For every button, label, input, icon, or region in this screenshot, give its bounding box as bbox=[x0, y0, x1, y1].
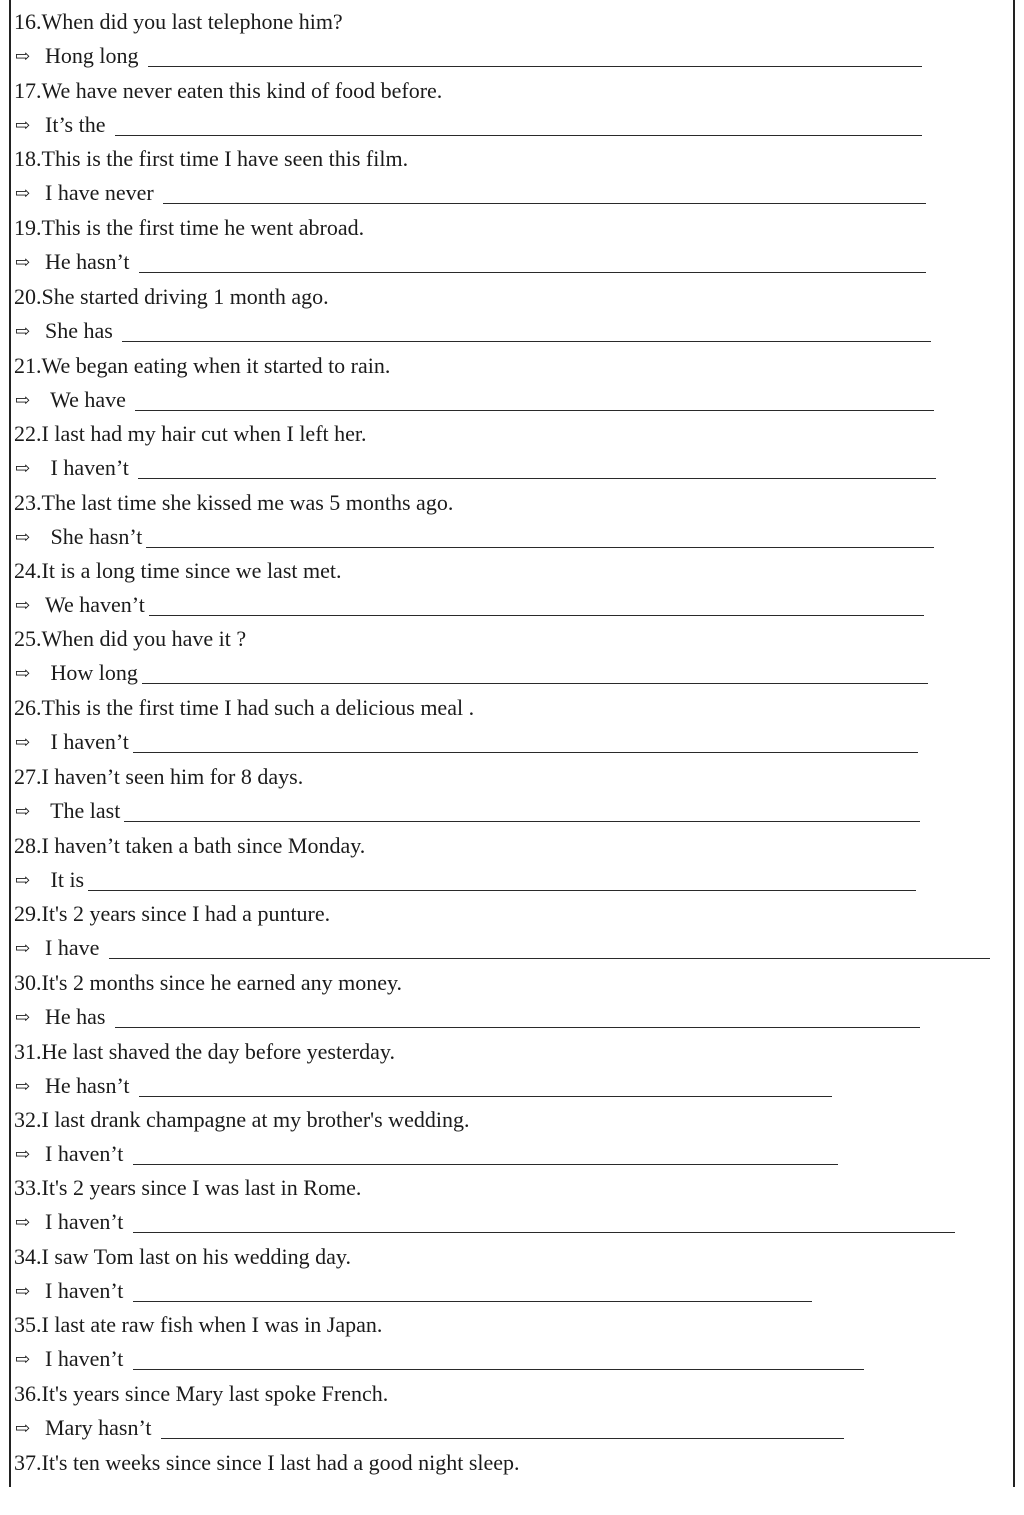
answer-prompt: He hasn’t bbox=[45, 1073, 136, 1098]
exercise-item bbox=[11, 74, 1013, 143]
exercise-item bbox=[11, 760, 1013, 829]
answer-line bbox=[15, 520, 1013, 554]
exercise-item bbox=[11, 211, 1013, 280]
exercise-item bbox=[11, 554, 1013, 623]
exercise-number: 28. bbox=[14, 833, 42, 858]
answer-prompt: I haven’t bbox=[45, 455, 135, 480]
answer-blank[interactable] bbox=[122, 341, 931, 342]
exercise-question bbox=[11, 1377, 388, 1411]
answer-blank[interactable] bbox=[88, 890, 916, 891]
answer-prompt: We haven’t bbox=[45, 592, 145, 617]
exercise-sentence: This is the first time he went abroad. bbox=[41, 215, 365, 240]
exercise-number: 35. bbox=[14, 1312, 42, 1337]
exercise-sentence: When did you have it ? bbox=[41, 626, 247, 651]
arrow-icon: ⇨ bbox=[15, 1076, 31, 1096]
arrow-icon: ⇨ bbox=[15, 46, 31, 66]
exercise-question bbox=[11, 554, 342, 588]
exercise-item bbox=[11, 622, 1013, 691]
answer-blank[interactable] bbox=[142, 683, 928, 684]
exercise-item bbox=[11, 1377, 1013, 1446]
exercise-question bbox=[11, 142, 408, 176]
exercise-number: 23. bbox=[14, 490, 42, 515]
exercise-number: 31. bbox=[14, 1039, 42, 1064]
answer-line bbox=[15, 314, 1013, 348]
exercise-question bbox=[11, 1446, 520, 1480]
answer-line bbox=[15, 1000, 1013, 1034]
exercise-sentence: It's 2 years since I had a punture. bbox=[41, 901, 331, 926]
answer-prompt: I haven’t bbox=[45, 729, 129, 754]
exercise-question bbox=[11, 829, 365, 863]
answer-blank[interactable] bbox=[139, 272, 926, 273]
exercise-item bbox=[11, 1240, 1013, 1309]
answer-blank[interactable] bbox=[133, 1164, 838, 1165]
exercise-sentence: I haven’t taken a bath since Monday. bbox=[41, 833, 366, 858]
answer-line bbox=[15, 176, 1013, 210]
exercise-item bbox=[11, 486, 1013, 555]
exercise-item bbox=[11, 1308, 1013, 1377]
exercise-sentence: She started driving 1 month ago. bbox=[41, 284, 329, 309]
exercise-sentence: I last had my hair cut when I left her. bbox=[41, 421, 367, 446]
answer-blank[interactable] bbox=[161, 1438, 844, 1439]
arrow-icon: ⇨ bbox=[15, 1349, 31, 1369]
arrow-icon: ⇨ bbox=[15, 595, 31, 615]
answer-prompt: We have bbox=[45, 387, 132, 412]
answer-line bbox=[15, 794, 1013, 828]
exercise-item bbox=[11, 966, 1013, 1035]
exercise-number: 32. bbox=[14, 1107, 42, 1132]
answer-blank[interactable] bbox=[109, 958, 990, 959]
exercise-item bbox=[11, 829, 1013, 898]
exercise-question bbox=[11, 1035, 395, 1069]
answer-prompt: I haven’t bbox=[45, 1209, 129, 1234]
answer-line bbox=[15, 1342, 1013, 1376]
answer-line bbox=[15, 245, 1013, 279]
exercise-item bbox=[11, 691, 1013, 760]
arrow-icon: ⇨ bbox=[15, 938, 31, 958]
exercise-number: 18. bbox=[14, 146, 42, 171]
exercise-question bbox=[11, 417, 367, 451]
exercise-question bbox=[11, 622, 246, 656]
exercise-sentence: It's years since Mary last spoke French. bbox=[41, 1381, 389, 1406]
answer-blank[interactable] bbox=[138, 478, 936, 479]
arrow-icon: ⇨ bbox=[15, 183, 31, 203]
answer-prompt: I haven’t bbox=[45, 1346, 129, 1371]
exercise-number: 26. bbox=[14, 695, 42, 720]
exercise-number: 30. bbox=[14, 970, 42, 995]
answer-prompt: Hong long bbox=[45, 43, 144, 68]
arrow-icon: ⇨ bbox=[15, 801, 31, 821]
exercise-question bbox=[11, 897, 330, 931]
exercise-item bbox=[11, 280, 1013, 349]
exercise-number: 37. bbox=[14, 1450, 42, 1475]
exercise-question bbox=[11, 1240, 351, 1274]
arrow-icon: ⇨ bbox=[15, 663, 31, 683]
exercise-sentence: We began eating when it started to rain. bbox=[41, 353, 391, 378]
answer-line bbox=[15, 1205, 1013, 1239]
answer-line bbox=[15, 39, 1013, 73]
answer-blank[interactable] bbox=[133, 1369, 864, 1370]
exercise-number: 21. bbox=[14, 353, 42, 378]
answer-blank[interactable] bbox=[115, 135, 922, 136]
exercise-number: 22. bbox=[14, 421, 42, 446]
answer-blank[interactable] bbox=[149, 615, 924, 616]
exercise-number: 34. bbox=[14, 1244, 42, 1269]
arrow-icon: ⇨ bbox=[15, 1418, 31, 1438]
exercise-question bbox=[11, 1308, 382, 1342]
exercise-number: 27. bbox=[14, 764, 42, 789]
exercise-item bbox=[11, 1171, 1013, 1240]
answer-line bbox=[15, 863, 1013, 897]
exercise-sentence: It is a long time since we last met. bbox=[41, 558, 342, 583]
exercise-item bbox=[11, 1035, 1013, 1104]
answer-prompt: I haven’t bbox=[45, 1141, 129, 1166]
answer-blank[interactable] bbox=[146, 547, 934, 548]
exercise-question bbox=[11, 760, 303, 794]
exercise-number: 20. bbox=[14, 284, 42, 309]
exercise-number: 25. bbox=[14, 626, 42, 651]
exercise-item bbox=[11, 897, 1013, 966]
answer-prompt: I haven’t bbox=[45, 1278, 129, 1303]
exercise-item bbox=[11, 417, 1013, 486]
exercise-number: 16. bbox=[14, 9, 42, 34]
answer-prompt: I have never bbox=[45, 180, 160, 205]
arrow-icon: ⇨ bbox=[15, 1007, 31, 1027]
exercise-number: 33. bbox=[14, 1175, 42, 1200]
exercise-item bbox=[11, 1446, 1013, 1515]
answer-prompt: He has bbox=[45, 1004, 111, 1029]
arrow-icon: ⇨ bbox=[15, 458, 31, 478]
answer-blank[interactable] bbox=[133, 752, 918, 753]
answer-blank[interactable] bbox=[135, 410, 934, 411]
arrow-icon: ⇨ bbox=[15, 252, 31, 272]
exercise-item bbox=[11, 142, 1013, 211]
arrow-icon: ⇨ bbox=[15, 115, 31, 135]
answer-prompt: I have bbox=[45, 935, 105, 960]
arrow-icon: ⇨ bbox=[15, 321, 31, 341]
exercise-question bbox=[11, 486, 453, 520]
exercise-sentence: This is the first time I had such a delicious meal . bbox=[41, 695, 475, 720]
answer-line bbox=[15, 1411, 1013, 1445]
exercise-sentence: We have never eaten this kind of food before. bbox=[41, 78, 443, 103]
exercise-sentence: I last drank champagne at my brother's wedding. bbox=[41, 1107, 470, 1132]
exercise-sentence: I saw Tom last on his wedding day. bbox=[41, 1244, 351, 1269]
arrow-icon: ⇨ bbox=[15, 1281, 31, 1301]
answer-blank[interactable] bbox=[139, 1096, 832, 1097]
exercise-sentence: The last time she kissed me was 5 months ago. bbox=[41, 490, 454, 515]
answer-line bbox=[15, 656, 1013, 690]
worksheet-page bbox=[9, 0, 1015, 1487]
answer-blank[interactable] bbox=[124, 821, 920, 822]
exercise-question bbox=[11, 211, 364, 245]
answer-prompt: She hasn’t bbox=[45, 524, 143, 549]
exercise-sentence: This is the first time I have seen this film. bbox=[41, 146, 409, 171]
answer-prompt: How long bbox=[45, 660, 138, 685]
exercise-sentence: It's ten weeks since since I last had a good night sleep. bbox=[41, 1450, 520, 1475]
exercise-question bbox=[11, 74, 442, 108]
answer-line bbox=[15, 1137, 1013, 1171]
arrow-icon: ⇨ bbox=[15, 870, 31, 890]
exercise-number: 24. bbox=[14, 558, 42, 583]
exercise-item bbox=[11, 349, 1013, 418]
exercise-sentence: I last ate raw fish when I was in Japan. bbox=[41, 1312, 383, 1337]
answer-prompt: She has bbox=[45, 318, 119, 343]
arrow-icon: ⇨ bbox=[15, 1212, 31, 1232]
exercise-number: 29. bbox=[14, 901, 42, 926]
exercise-item bbox=[11, 5, 1013, 74]
exercise-sentence: He last shaved the day before yesterday. bbox=[41, 1039, 395, 1064]
answer-blank[interactable] bbox=[133, 1301, 812, 1302]
exercise-question bbox=[11, 1171, 361, 1205]
exercise-sentence: It's 2 years since I was last in Rome. bbox=[41, 1175, 362, 1200]
exercise-sentence: It's 2 months since he earned any money. bbox=[41, 970, 403, 995]
arrow-icon: ⇨ bbox=[15, 390, 31, 410]
exercise-question bbox=[11, 349, 390, 383]
answer-line bbox=[15, 931, 1013, 965]
exercise-sentence: When did you last telephone him? bbox=[41, 9, 343, 34]
answer-line bbox=[15, 383, 1013, 417]
answer-prompt: It’s the bbox=[45, 112, 111, 137]
exercise-question bbox=[11, 691, 474, 725]
exercise-question bbox=[11, 280, 329, 314]
exercise-question bbox=[11, 1103, 469, 1137]
answer-line bbox=[15, 108, 1013, 142]
answer-prompt: He hasn’t bbox=[45, 249, 136, 274]
answer-blank[interactable] bbox=[163, 203, 926, 204]
exercise-item bbox=[11, 1103, 1013, 1172]
exercise-sentence: I haven’t seen him for 8 days. bbox=[41, 764, 304, 789]
exercise-question bbox=[11, 966, 402, 1000]
exercise-number: 36. bbox=[14, 1381, 42, 1406]
answer-prompt: It is bbox=[45, 867, 85, 892]
answer-prompt: Mary hasn’t bbox=[45, 1415, 158, 1440]
answer-line bbox=[15, 588, 1013, 622]
arrow-icon: ⇨ bbox=[15, 1144, 31, 1164]
answer-blank[interactable] bbox=[133, 1232, 955, 1233]
exercise-question bbox=[11, 5, 343, 39]
exercise-number: 17. bbox=[14, 78, 42, 103]
answer-line bbox=[15, 451, 1013, 485]
exercise-number: 19. bbox=[14, 215, 42, 240]
answer-line bbox=[15, 1069, 1013, 1103]
arrow-icon: ⇨ bbox=[15, 732, 31, 752]
arrow-icon: ⇨ bbox=[15, 527, 31, 547]
answer-line bbox=[15, 1274, 1013, 1308]
answer-prompt: The last bbox=[45, 798, 121, 823]
answer-blank[interactable] bbox=[148, 66, 922, 67]
answer-blank[interactable] bbox=[115, 1027, 920, 1028]
answer-line bbox=[15, 725, 1013, 759]
